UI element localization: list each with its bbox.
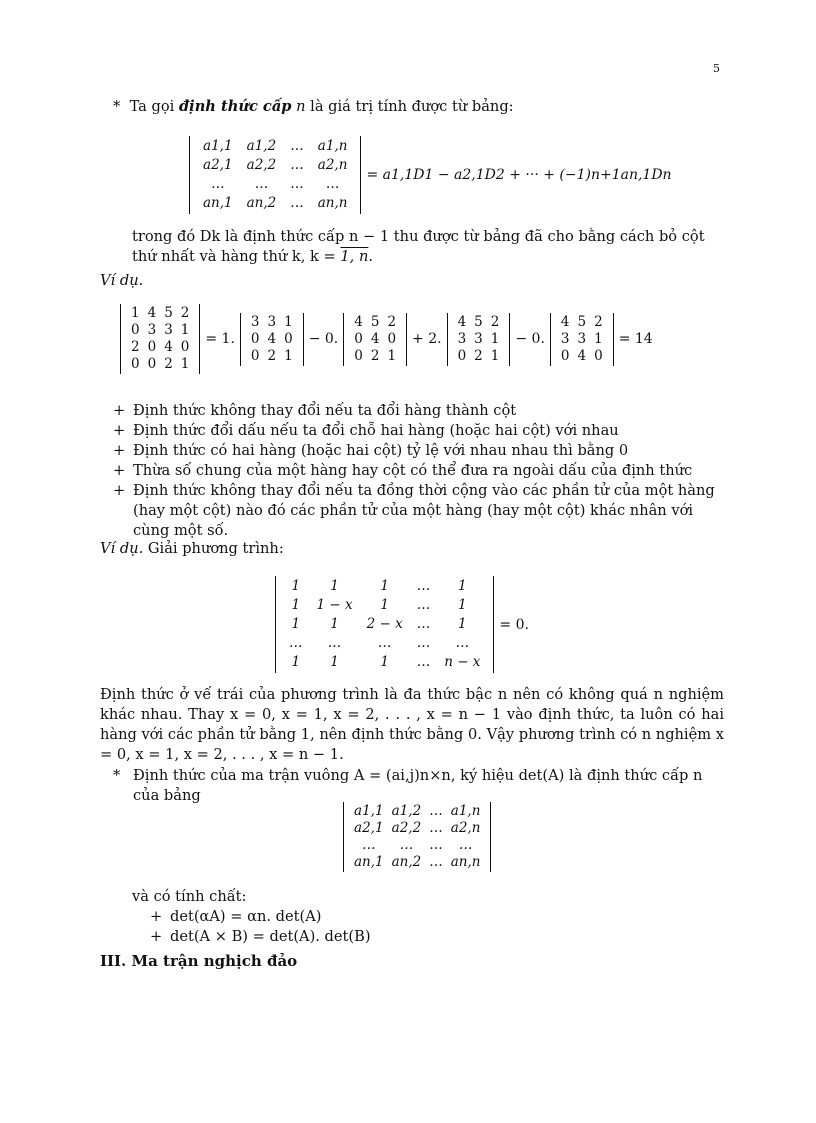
det-property-item <box>150 927 760 947</box>
minor-3-cell: 0 <box>457 347 467 364</box>
general-det-2-cell: a2,2 <box>391 820 422 836</box>
minor-2-cell: 2 <box>370 347 380 364</box>
minor-3-cell: 2 <box>490 313 500 330</box>
general-det-cell: … <box>211 176 225 192</box>
coefficient-4: − 0. <box>515 331 545 347</box>
minor-3-row <box>454 314 504 331</box>
minor-1-cell: 1 <box>284 347 293 364</box>
plus-marker: + <box>113 462 126 479</box>
main-det-cell: 0 <box>147 356 157 372</box>
minor-3-cell: 2 <box>474 347 483 364</box>
minor-2-cell: 0 <box>387 330 397 347</box>
equation-matrix <box>275 576 494 673</box>
definition-term: định thức cấp <box>178 98 292 115</box>
equation-det-cell: … <box>416 597 431 613</box>
property-text: Định thức đổi dấu nếu ta đổi chỗ hai hàng (hoặc hai cột) với nhau <box>133 422 619 439</box>
minor-4-row <box>557 314 607 331</box>
general-det-row <box>196 194 354 213</box>
definition-line <box>113 97 514 117</box>
general-det-2-cell: … <box>429 837 443 853</box>
equation-det-cell: … <box>416 578 431 594</box>
general-det-2-row <box>350 854 484 871</box>
equation-det-cell: … <box>455 635 470 651</box>
equation-det-cell: … <box>377 635 392 651</box>
definition-2 <box>113 766 723 806</box>
plus-marker: + <box>150 928 163 945</box>
equation-det-cell: 1 <box>291 578 301 594</box>
minor-3-cell: 4 <box>457 313 467 330</box>
general-det-2-cell: a2,1 <box>354 820 384 836</box>
main-det-cell: 0 <box>131 322 140 338</box>
main-det-row <box>127 339 193 356</box>
property-item <box>113 441 723 461</box>
plus-marker: + <box>113 402 126 419</box>
minor-3-cell: 5 <box>474 313 483 330</box>
minor-3-cell: 3 <box>457 330 467 347</box>
plus-marker: + <box>150 908 163 925</box>
main-det-row <box>127 305 193 322</box>
definition-explanation <box>132 227 732 267</box>
equation-det-cell: 1 <box>291 616 301 632</box>
equation-det-cell: 1 <box>458 616 467 632</box>
property-item <box>113 401 723 421</box>
example-label: Ví dụ. <box>100 540 144 557</box>
minor-1-cell: 3 <box>267 313 277 330</box>
minor-4-cell: 5 <box>577 313 587 330</box>
det-property-item <box>150 907 760 927</box>
minor-1-cell: 1 <box>284 313 293 330</box>
main-det-cell: 2 <box>164 356 173 372</box>
square-matrix-determinant <box>343 802 491 872</box>
example-expansion <box>120 304 653 374</box>
bullet-marker: * <box>113 767 121 784</box>
minor-4-cell: 1 <box>594 330 603 347</box>
property-intro: và có tính chất: <box>132 888 247 905</box>
property-item <box>113 421 723 441</box>
main-det-row <box>127 356 193 373</box>
property-item <box>113 481 723 541</box>
property-text: Định thức không thay đổi nếu ta đồng thời cộng vào các phần tử của một hàng (hay một cột) nào đó các phần tử của một hàng (hay một cột) khác nhân với cùng một số. <box>133 482 715 539</box>
equation-det-cell: 1 <box>458 578 467 594</box>
main-det-cell: 2 <box>131 339 140 355</box>
example-prompt: Giải phương trình: <box>143 540 284 557</box>
general-det-row <box>196 156 354 175</box>
order-symbol: n <box>296 98 306 115</box>
property-text: Thừa số chung của một hàng hay cột có thể đưa ra ngoài dấu của định thức <box>133 462 693 479</box>
equation-det-row <box>282 653 487 672</box>
equation-rhs: = 0. <box>499 616 529 633</box>
minor-3-cell: 3 <box>474 330 483 347</box>
minor-determinant-1 <box>240 313 304 366</box>
general-det-2-cell: a2,n <box>450 820 481 836</box>
general-det-2-cell: … <box>429 803 443 819</box>
cofactor-expansion: = a1,1D1 − a2,1D2 + ··· + (−1)n+1an,1Dn <box>366 167 672 183</box>
equation-det-cell: 1 <box>291 654 301 670</box>
plus-marker: + <box>113 442 126 459</box>
general-det-cell: a2,2 <box>246 157 277 173</box>
main-det-cell: 0 <box>180 339 190 355</box>
minor-2-cell: 5 <box>370 313 380 330</box>
explanation-line-1: trong đó Dk là định thức cấp n − 1 thu được từ bảng đã cho bằng cách bỏ cột <box>132 228 705 245</box>
equation-det-cell: 1 − x <box>316 597 353 613</box>
minor-1-cell: 3 <box>250 313 260 330</box>
general-det-cell: … <box>290 138 304 154</box>
coefficient-3: + 2. <box>412 331 442 347</box>
example-2-heading <box>100 539 284 559</box>
minor-3-row <box>454 348 504 365</box>
equation-det-cell: n − x <box>444 654 481 670</box>
minor-4-cell: 0 <box>560 347 570 364</box>
main-determinant <box>120 304 200 374</box>
minor-3-row <box>454 331 504 348</box>
general-det-2-cell: an,1 <box>354 854 384 870</box>
general-determinant-equation <box>189 136 672 214</box>
general-det-2-cell: … <box>362 837 376 853</box>
definition-2-text: Định thức của ma trận vuông A = (ai,j)n×n, ký hiệu det(A) là định thức cấp n của bảng <box>133 767 703 804</box>
plus-marker: + <box>113 482 126 499</box>
minor-2-row <box>350 331 400 348</box>
minor-2-cell: 0 <box>354 347 363 364</box>
equation-det-cell: 1 <box>330 578 339 594</box>
minor-4-row <box>557 348 607 365</box>
equation-det-cell: 1 <box>330 616 339 632</box>
general-determinant-2 <box>343 802 491 872</box>
general-det-cell: a2,1 <box>203 157 233 173</box>
general-det-2-cell: a1,2 <box>391 803 422 819</box>
coefficient-2: − 0. <box>308 331 339 347</box>
equation-det-cell: 1 <box>330 654 339 670</box>
general-det-cell: … <box>325 176 340 192</box>
property-item <box>113 461 723 481</box>
general-det-2-cell: an,2 <box>391 854 422 870</box>
general-det-cell: … <box>290 176 304 192</box>
minor-determinant-3 <box>447 313 511 366</box>
general-det-2-cell: … <box>429 820 443 836</box>
equation-det-row <box>282 615 487 634</box>
equation-det-cell: 1 <box>458 597 467 613</box>
general-det-2-row <box>350 820 484 837</box>
main-det-cell: 3 <box>147 322 157 338</box>
coefficient-1: = 1. <box>205 331 235 347</box>
minor-3-cell: 1 <box>490 347 500 364</box>
minor-2-row <box>350 348 400 365</box>
minor-2-cell: 4 <box>370 330 380 347</box>
det-property-text: det(A × B) = det(A). det(B) <box>170 928 371 945</box>
main-det-cell: 2 <box>180 305 190 321</box>
general-det-2-cell: an,n <box>450 854 481 870</box>
equation-det-cell: … <box>416 616 431 632</box>
general-det-row <box>196 175 354 194</box>
equation-det-cell: … <box>327 635 342 651</box>
general-det-2-row <box>350 837 484 854</box>
equation-det-cell: 1 <box>291 597 301 613</box>
minor-2-cell: 4 <box>354 313 363 330</box>
page-number: 5 <box>713 62 720 75</box>
minor-1-row <box>247 331 297 348</box>
general-det-2-cell: … <box>458 837 473 853</box>
minor-4-row <box>557 331 607 348</box>
equation-det-cell: … <box>416 654 431 670</box>
main-det-row <box>127 322 193 339</box>
general-det-2-row <box>350 803 484 820</box>
main-det-cell: 0 <box>147 339 157 355</box>
main-det-cell: 1 <box>131 305 140 321</box>
minor-1-cell: 0 <box>250 330 260 347</box>
equation-det-cell: 1 <box>380 597 389 613</box>
general-det-cell: … <box>254 176 269 192</box>
example-label: Ví dụ. <box>100 272 144 289</box>
minor-1-cell: 2 <box>267 347 277 364</box>
general-det-2-cell: a1,1 <box>354 803 384 819</box>
main-det-cell: 3 <box>164 322 173 338</box>
equation-det-row <box>282 634 487 653</box>
minor-1-cell: 0 <box>284 330 293 347</box>
general-det-cell: … <box>290 195 304 211</box>
equation-det-cell: … <box>416 635 431 651</box>
general-det-cell: a2,n <box>317 157 348 173</box>
det-property-text: det(αA) = αn. det(A) <box>170 908 322 925</box>
minor-4-cell: 2 <box>594 313 603 330</box>
minor-2-cell: 2 <box>387 313 397 330</box>
general-det-2-cell: a1,n <box>450 803 481 819</box>
minor-2-row <box>350 314 400 331</box>
main-det-cell: 4 <box>147 305 157 321</box>
equation-det-cell: 2 − x <box>366 616 403 632</box>
minor-2-cell: 1 <box>387 347 397 364</box>
minor-4-cell: 4 <box>577 347 587 364</box>
main-det-cell: 4 <box>164 339 173 355</box>
section-heading: III. Ma trận nghịch đảo <box>100 952 298 970</box>
definition-tail: là giá trị tính được từ bảng: <box>305 98 514 115</box>
plus-marker: + <box>113 422 126 439</box>
general-det-cell: a1,1 <box>203 138 233 154</box>
equation-det-cell: 1 <box>380 578 389 594</box>
solution-paragraph: Định thức ở vế trái của phương trình là đa thức bậc n nên có không quá n nghiệm khác nhau. Thay x = 0, x = 1, x = 2, . . . , x = n − 1 vào định thức, ta luôn có hai hàng với các phần tử bằng 1, nên định thức bằng 0. Vậy phương trình có n nghiệm x = 0, x = 1, x = 2, . . . , x = n − 1. <box>100 686 724 763</box>
minor-1-cell: 0 <box>250 347 260 364</box>
bullet-marker: * <box>113 98 121 115</box>
minor-determinant-4 <box>550 313 614 366</box>
minor-4-cell: 3 <box>560 330 570 347</box>
equation-det-cell: … <box>289 635 303 651</box>
minor-1-row <box>247 314 297 331</box>
minor-1-cell: 4 <box>267 330 277 347</box>
main-det-cell: 5 <box>164 305 173 321</box>
property-text: Định thức không thay đổi nếu ta đổi hàng thành cột <box>133 402 517 419</box>
main-det-cell: 1 <box>180 322 190 338</box>
general-det-cell: an,n <box>317 195 348 211</box>
general-det-2-cell: … <box>429 854 443 870</box>
minor-3-cell: 1 <box>490 330 500 347</box>
general-determinant <box>189 136 361 214</box>
expansion-result: = 14 <box>618 331 653 347</box>
minor-determinant-2 <box>343 313 407 366</box>
main-det-cell: 0 <box>131 356 140 372</box>
general-det-cell: a1,2 <box>246 138 277 154</box>
minor-4-cell: 4 <box>560 313 570 330</box>
minor-4-cell: 0 <box>594 347 603 364</box>
index-range: 1, n <box>340 248 369 265</box>
explanation-line-2: thứ nhất và hàng thứ k, k = 1, n. <box>132 248 373 265</box>
definition-intro: Ta gọi <box>129 98 179 115</box>
general-det-2-cell: … <box>399 837 414 853</box>
general-det-row <box>196 137 354 156</box>
main-det-cell: 1 <box>180 356 190 372</box>
equation-det-row <box>282 577 487 596</box>
general-det-cell: an,1 <box>203 195 233 211</box>
minor-1-row <box>247 348 297 365</box>
general-det-cell: … <box>290 157 304 173</box>
equation-det-row <box>282 596 487 615</box>
property-text: Định thức có hai hàng (hoặc hai cột) tỷ lệ với nhau nhau thì bằng 0 <box>133 442 629 459</box>
equation-determinant <box>275 576 529 673</box>
equation-det-cell: 1 <box>380 654 389 670</box>
general-det-cell: an,2 <box>246 195 277 211</box>
general-det-cell: a1,n <box>317 138 348 154</box>
minor-2-cell: 0 <box>354 330 363 347</box>
minor-4-cell: 3 <box>577 330 587 347</box>
